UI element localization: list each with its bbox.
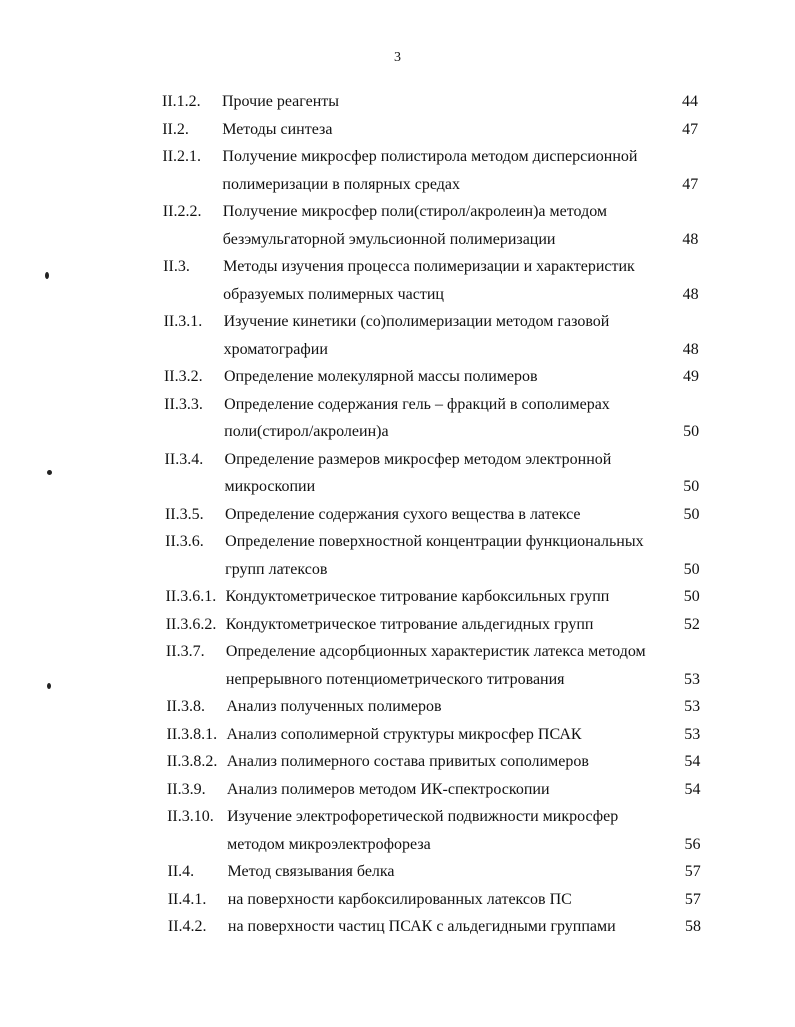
toc-entry-title: хроматографии bbox=[223, 340, 328, 358]
toc-entry-page: 49 bbox=[682, 368, 699, 385]
toc-entry-number: II.2.1. bbox=[162, 148, 202, 165]
toc-entry-number: II.3. bbox=[163, 258, 190, 275]
toc-entry-page: 50 bbox=[683, 560, 700, 578]
toc-entry-page: 47 bbox=[682, 120, 699, 138]
toc-entry-title: Определение содержания сухого вещества в латексе bbox=[224, 505, 581, 523]
toc-entry-page: 48 bbox=[682, 230, 699, 248]
toc-line bbox=[0, 913, 795, 941]
scan-speck bbox=[47, 470, 52, 475]
toc-line bbox=[0, 611, 795, 639]
toc-entry-title: Кондуктометрическое титрование карбоксильных групп bbox=[225, 588, 610, 605]
toc-entry-title: Анализ сополимерной структуры микросфер ПСАК bbox=[226, 725, 582, 743]
toc-entry-number: II.3.6.2. bbox=[165, 615, 217, 633]
toc-entry-page: 48 bbox=[682, 285, 699, 303]
toc-line bbox=[0, 693, 795, 721]
toc-entry-page: 50 bbox=[683, 478, 700, 495]
toc-line bbox=[0, 446, 795, 474]
toc-entry-title: Анализ полимерного состава привитых сополимеров bbox=[226, 753, 589, 770]
toc-entry-title: Определение поверхностной концентрации функциональных bbox=[225, 533, 644, 550]
toc-entry-page: 50 bbox=[683, 505, 700, 523]
toc-entry-page: 57 bbox=[684, 863, 701, 880]
toc-entry-number: II.3.6.1. bbox=[165, 588, 217, 605]
toc-entry-title: микроскопии bbox=[224, 478, 316, 495]
toc-entry-title: непрерывного потенциометрического титрования bbox=[225, 670, 565, 688]
toc-entry-title: Получение микросфер полистирола методом дисперсионной bbox=[222, 148, 638, 165]
toc-entry-number: II.2. bbox=[162, 120, 189, 138]
toc-line bbox=[0, 226, 795, 254]
toc-entry-number: II.3.5. bbox=[164, 505, 204, 523]
toc-line bbox=[0, 253, 795, 281]
toc-entry-page: 50 bbox=[683, 423, 700, 440]
toc-entry-title: на поверхности частиц ПСАК с альдегидными группами bbox=[227, 918, 616, 935]
toc-entry-page: 44 bbox=[682, 93, 698, 110]
toc-entry-page: 48 bbox=[682, 340, 699, 358]
toc-line bbox=[0, 638, 795, 666]
toc-entry-number: II.3.9. bbox=[166, 780, 206, 798]
toc-line bbox=[0, 473, 795, 501]
toc-line bbox=[0, 886, 795, 914]
toc-entry-title: Определение молекулярной массы полимеров bbox=[223, 368, 538, 385]
toc-line bbox=[0, 418, 795, 446]
toc-entry-number: II.3.6. bbox=[165, 533, 204, 550]
toc-entry-number: II.3.7. bbox=[165, 643, 205, 660]
toc-entry-page: 50 bbox=[683, 588, 700, 605]
toc-entry-title: Определение адсорбционных характеристик латекса методом bbox=[225, 643, 646, 660]
toc-entry-title: Кондуктометрическое титрование альдегидных групп bbox=[225, 615, 594, 633]
toc-line bbox=[0, 308, 795, 336]
toc-entry-number: II.2.2. bbox=[162, 203, 202, 220]
toc-line bbox=[0, 363, 795, 391]
toc-line bbox=[0, 721, 795, 749]
toc-entry-title: Определение размеров микросфер методом электронной bbox=[224, 450, 612, 468]
toc-line bbox=[0, 391, 795, 419]
toc-entry-title: образуемых полимерных частиц bbox=[223, 285, 444, 303]
scan-speck bbox=[45, 272, 49, 279]
toc-entry-title: Определение содержания гель – фракций в сополимерах bbox=[224, 395, 610, 413]
toc-entry-title: Прочие реагенты bbox=[222, 93, 340, 110]
toc-entry-number: II.3.4. bbox=[164, 450, 204, 468]
toc-entry-title: Метод связывания белка bbox=[227, 863, 395, 880]
toc-entry-title: полимеризации в полярных средах bbox=[222, 175, 460, 193]
toc-entry-page: 53 bbox=[683, 670, 700, 688]
toc-entry-number: II.3.2. bbox=[163, 368, 203, 385]
toc-entry-page: 57 bbox=[684, 890, 701, 908]
toc-entry-title: групп латексов bbox=[225, 560, 328, 578]
toc-entry-title: Получение микросфер поли(стирол/акролеин)а методом bbox=[222, 203, 608, 220]
toc-entry-number: II.4. bbox=[167, 863, 195, 880]
toc-entry-page: 47 bbox=[682, 175, 699, 193]
toc-entry-title: Методы синтеза bbox=[222, 120, 333, 138]
toc-entry-page: 54 bbox=[684, 780, 701, 798]
toc-line bbox=[0, 776, 795, 804]
toc-entry-title: безэмульгаторной эмульсионной полимеризации bbox=[222, 230, 556, 248]
toc-line bbox=[0, 143, 795, 171]
toc-entry-title: поли(стирол/акролеин)а bbox=[224, 423, 389, 440]
toc-line bbox=[0, 831, 795, 859]
toc-entry-number: II.3.10. bbox=[167, 808, 214, 825]
toc-line bbox=[0, 501, 795, 529]
toc-line bbox=[0, 528, 795, 556]
toc-entry-page: 53 bbox=[684, 698, 701, 715]
toc-line bbox=[0, 666, 795, 694]
toc-entry-number: II.1.2. bbox=[162, 93, 201, 110]
toc-line bbox=[0, 556, 795, 584]
toc-entry-number: II.3.3. bbox=[164, 395, 203, 413]
toc-entry-title: Анализ полимеров методом ИК-спектроскопии bbox=[226, 780, 550, 798]
toc-entry-title: на поверхности карбоксилированных латексов ПС bbox=[227, 890, 572, 908]
toc-entry-number: II.4.2. bbox=[167, 918, 207, 935]
toc-entry-page: 52 bbox=[683, 615, 700, 633]
page-number: 3 bbox=[394, 50, 401, 65]
toc-entry-page: 54 bbox=[684, 753, 701, 770]
toc-entry-number: II.3.8. bbox=[166, 698, 205, 715]
toc-line bbox=[0, 281, 795, 309]
toc-entry-page: 53 bbox=[684, 725, 701, 743]
toc-entry-page: 56 bbox=[684, 835, 701, 853]
toc-entry-title: Анализ полученных полимеров bbox=[226, 698, 442, 715]
toc-entry-number: II.3.8.2. bbox=[166, 753, 218, 770]
toc-line bbox=[0, 198, 795, 226]
scan-speck bbox=[47, 683, 51, 689]
toc-line bbox=[0, 583, 795, 611]
toc-entry-number: II.3.8.1. bbox=[166, 725, 218, 743]
toc-line bbox=[0, 748, 795, 776]
toc-entry-title: Изучение электрофоретической подвижности микросфер bbox=[227, 808, 619, 825]
toc-entry-title: Изучение кинетики (со)полимеризации методом газовой bbox=[223, 313, 610, 330]
toc-line bbox=[0, 88, 795, 116]
toc-entry-title: методом микроэлектрофореза bbox=[227, 835, 431, 853]
toc-entry-page: 58 bbox=[684, 918, 701, 935]
toc-line bbox=[0, 803, 795, 831]
toc-line bbox=[0, 116, 795, 144]
toc-entry-number: II.4.1. bbox=[167, 890, 207, 908]
toc-entry-number: II.3.1. bbox=[163, 313, 203, 330]
toc-line bbox=[0, 336, 795, 364]
toc-entry-title: Методы изучения процесса полимеризации и характеристик bbox=[223, 258, 635, 275]
toc-line bbox=[0, 858, 795, 886]
toc-line bbox=[0, 171, 795, 199]
